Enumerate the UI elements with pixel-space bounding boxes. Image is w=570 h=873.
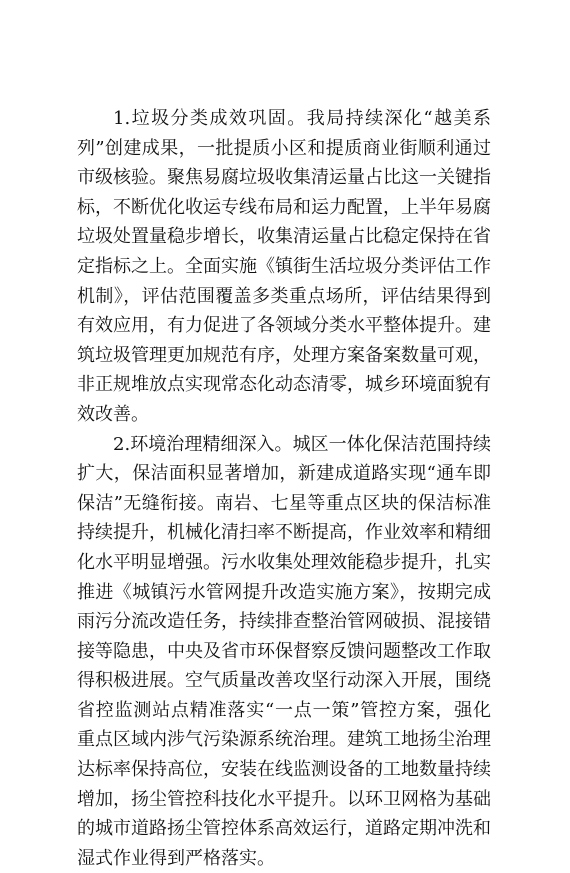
body-text	[77, 104, 491, 873]
paragraph-waste-sorting: 1.垃圾分类成效巩固。我局持续深化“越美系列”创建成果，一批提质小区和提质商业街顺利通过市级核验。聚焦易腐垃圾收集清运量占比这一关键指标，不断优化收运专线布局和运力配置，上半年易腐垃圾处置量稳步增长，收集清运量占比稳定保持在省定指标之上。全面实施《镇街生活垃圾分类评估工作机制》，评估范围覆盖多类重点场所，评估结果得到有效应用，有力促进了各领域分类水平整体提升。建筑垃圾管理更加规范有序，处理方案备案数量可观，非正规堆放点实现常态化动态清零，城乡环境面貌有效改善。	[77, 108, 491, 425]
paragraph-environment-governance: 2.环境治理精细深入。城区一体化保洁范围持续扩大，保洁面积显著增加，新建成道路实现“通车即保洁”无缝衔接。南岩、七星等重点区块的保洁标准持续提升，机械化清扫率不断提高，作业效率和精细化水平明显增强。污水收集处理效能稳步提升，扎实推进《城镇污水管网提升改造实施方案》，按期完成雨污分流改造任务，持续排查整治管网破损、混接错接等隐患，中央及省市环保督察反馈问题整改工作取得积极进展。空气质量改善攻坚行动深入开展，围绕省控监测站点精准落实“一点一策”管控方案，强化重点区域内涉气污染源系统治理。建筑工地扬尘治理达标率保持高位，安装在线监测设备的工地数量持续增加，扬尘管控科技化水平提升。以环卫网格为基础的城市道路扬尘管控体系高效运行，道路定期冲洗和湿式作业得到严格落实。	[77, 433, 491, 869]
